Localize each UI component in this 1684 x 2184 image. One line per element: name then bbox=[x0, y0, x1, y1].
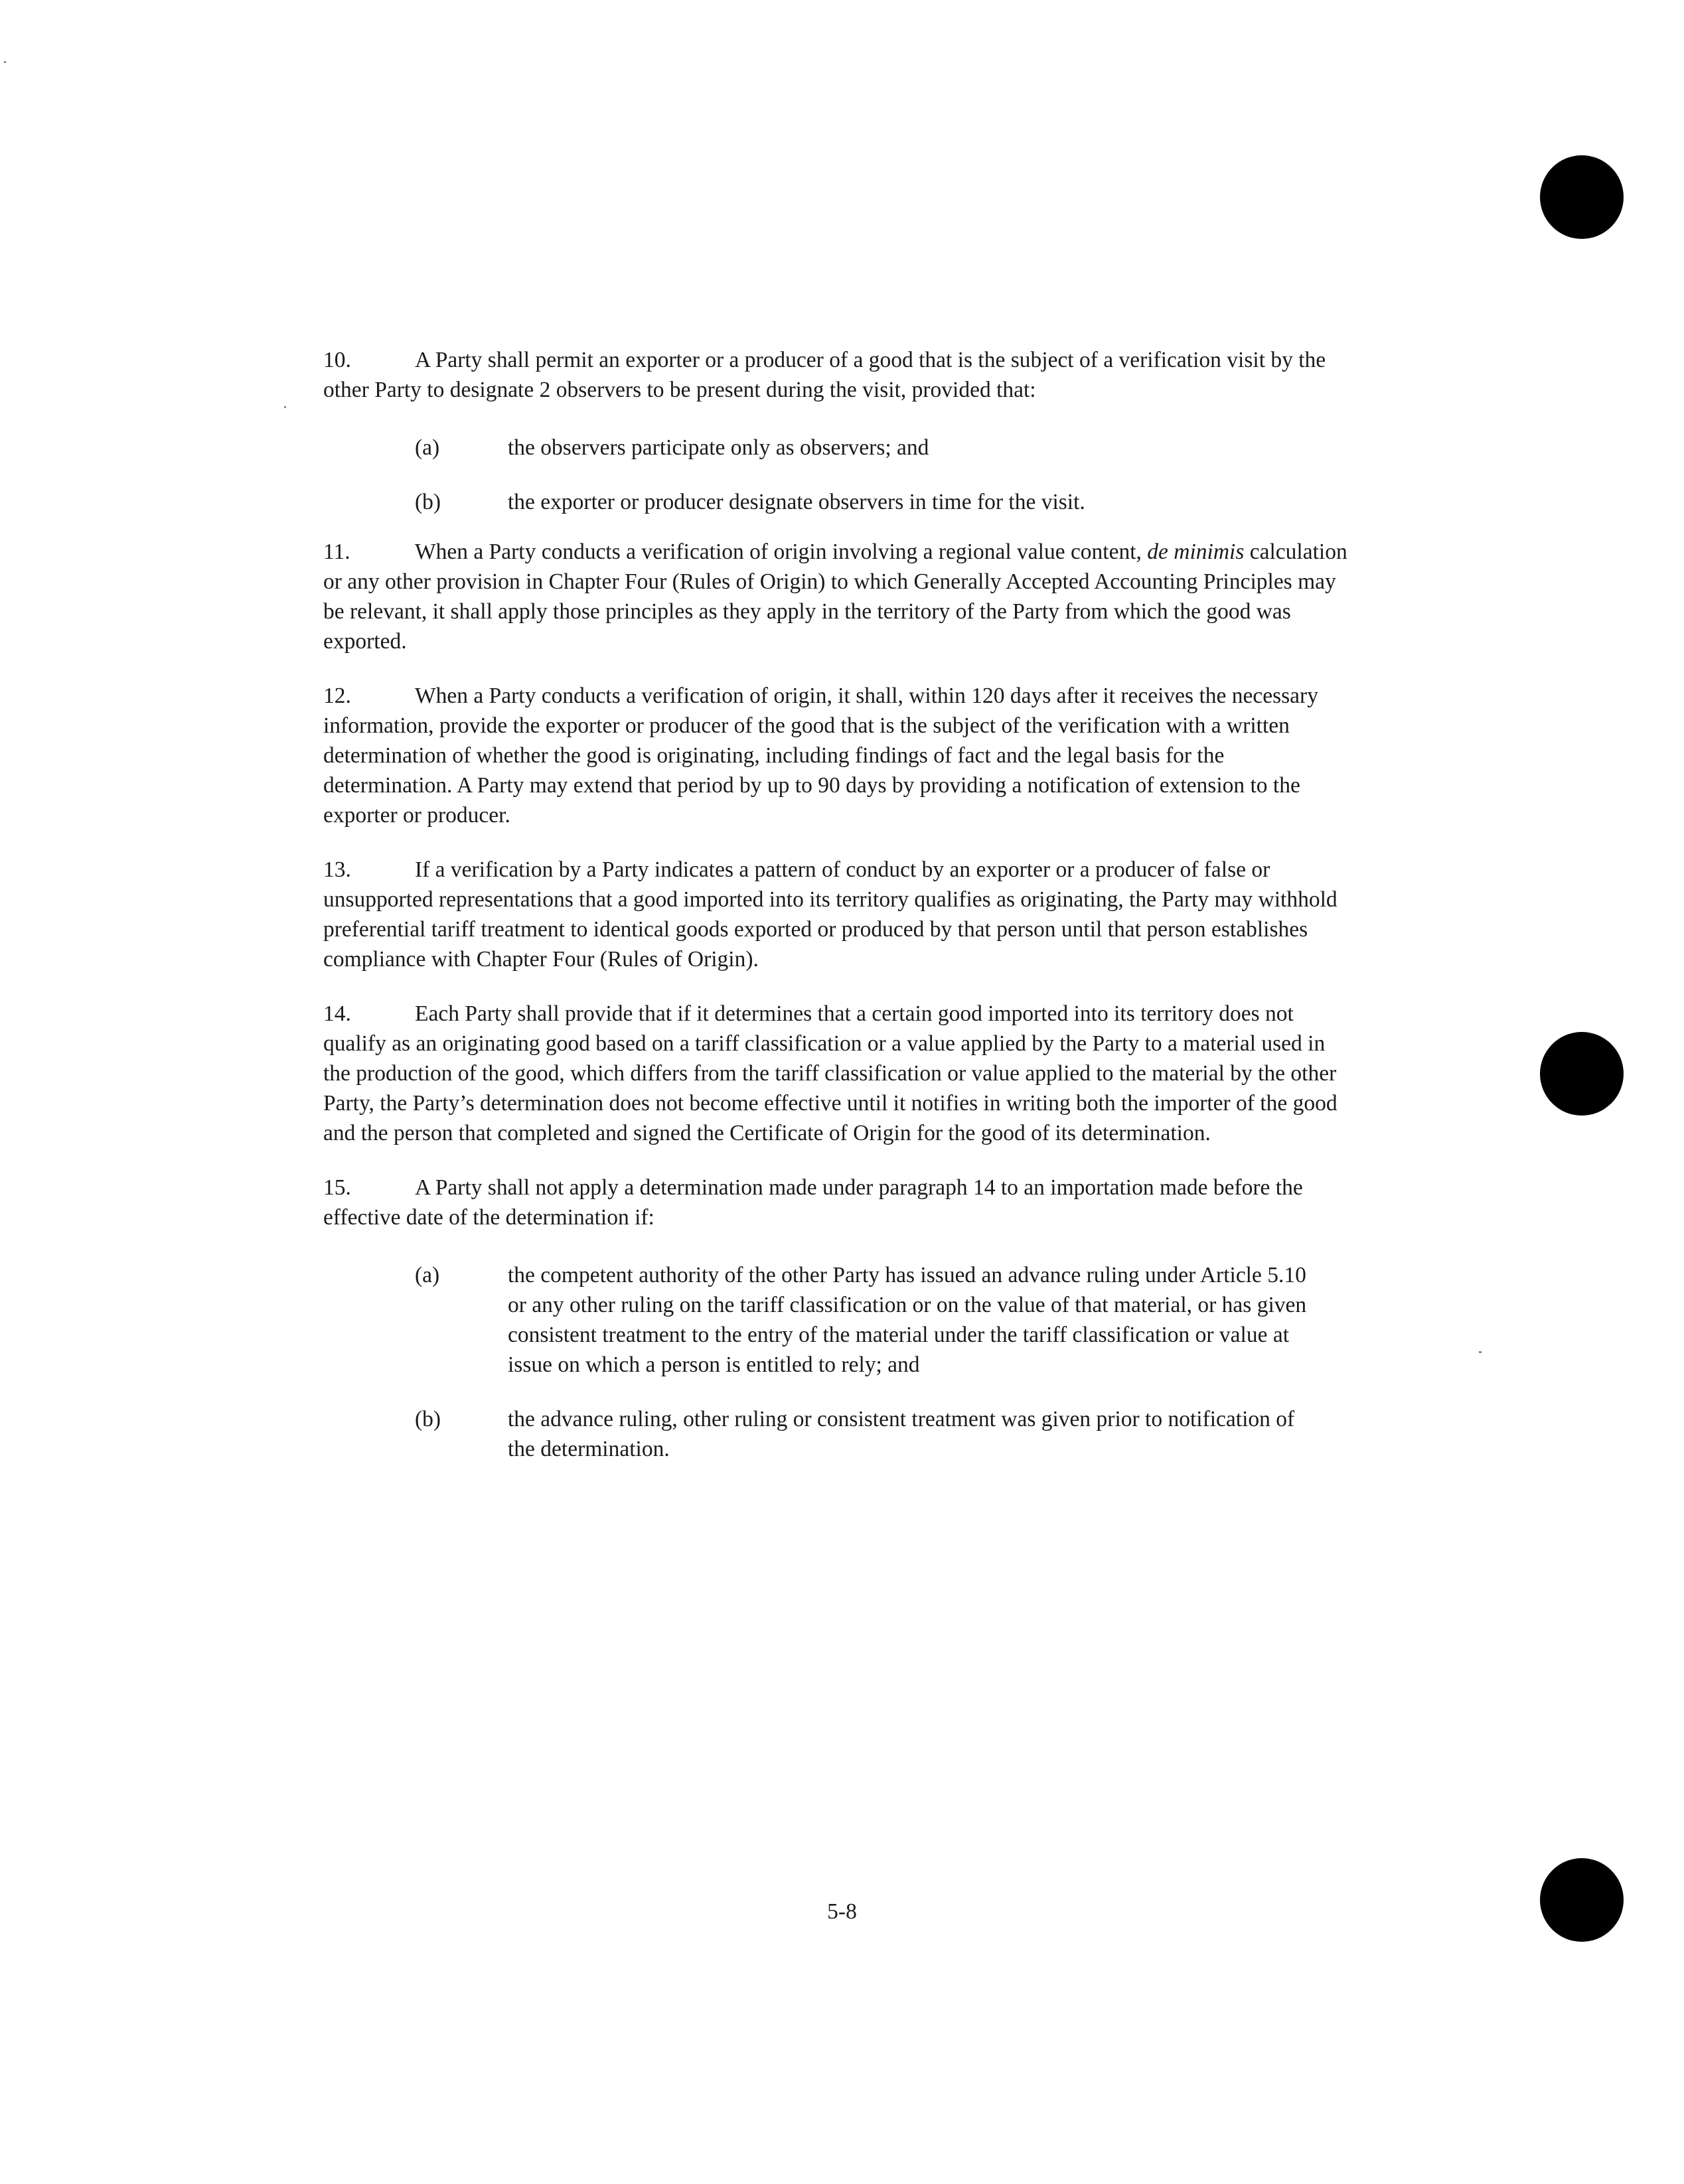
subparagraph-label: (a) bbox=[415, 435, 440, 460]
subparagraph-text: the competent authority of the other Party has issued an advance ruling under Article 5.10 or any other ruling on the tariff classification or on the value of that material, or has given consistent treatment to the entry of the material under the tariff classification or value at issue on which a person is entitled to rely; and bbox=[508, 1263, 1307, 1377]
paragraph-number: 11. bbox=[323, 540, 350, 564]
binder-hole-middle bbox=[1540, 1032, 1624, 1116]
paragraph-text: If a verification by a Party indicates a pattern of conduct by an exporter or a producer of false or unsupported representations that a good imported into its territory qualifies as originating, the Party may withhold preferential tariff treatment to identical goods exported or produced by that person until that person establishes compliance with Chapter Four (Rules of Origin). bbox=[323, 857, 1338, 972]
scan-speck bbox=[284, 406, 286, 408]
paragraph-number: 13. bbox=[323, 857, 351, 882]
subparagraph-text: the exporter or producer designate observers in time for the visit. bbox=[508, 490, 1085, 514]
subparagraph-10-a bbox=[323, 433, 1318, 463]
binder-hole-top bbox=[1540, 155, 1624, 239]
paragraph-number: 14. bbox=[323, 1001, 351, 1026]
document-body bbox=[323, 345, 1355, 1489]
paragraph-text: Each Party shall provide that if it determines that a certain good imported into its territory does not qualify as an originating good based on a tariff classification or a value applied by the Party to a material used in the production of the good, which differs from the tariff classification or value applied to the material by the other Party, the Party’s determination does not become effective until it notifies in writing both the importer of the good and the person that completed and signed the Certificate of Origin for the good of its determination. bbox=[323, 1001, 1338, 1145]
subparagraph-15-a bbox=[323, 1260, 1318, 1380]
paragraph-text: A Party shall permit an exporter or a producer of a good that is the subject of a verification visit by the other Party to designate 2 observers to be present during the visit, provided that: bbox=[323, 348, 1326, 402]
paragraph-text: calculation or any other provision in Chapter Four (Rules of Origin) to which Generally Accepted Accounting Principles may be relevant, it shall apply those principles as they apply in the territory of the Party from which the good was exported. bbox=[323, 540, 1347, 654]
subparagraph-text: the observers participate only as observers; and bbox=[508, 435, 929, 460]
scan-speck bbox=[1479, 1351, 1482, 1353]
paragraph-number: 12. bbox=[323, 684, 351, 708]
paragraph-text: When a Party conducts a verification of origin involving a regional value content, bbox=[415, 540, 1148, 564]
paragraph-15 bbox=[323, 1173, 1355, 1232]
paragraph-number: 10. bbox=[323, 348, 351, 372]
paragraph-14 bbox=[323, 999, 1355, 1148]
subparagraph-10-b bbox=[323, 487, 1318, 517]
subparagraph-text: the advance ruling, other ruling or consistent treatment was given prior to notification of the determination. bbox=[508, 1407, 1295, 1461]
paragraph-text: When a Party conducts a verification of origin, it shall, within 120 days after it receives the necessary information, provide the exporter or producer of the good that is the subject of the verification with a written determination of whether the good is originating, including findings of fact and the legal basis for the determination. A Party may extend that period by up to 90 days by providing a notification of extension to the exporter or producer. bbox=[323, 684, 1318, 828]
subparagraph-15-b bbox=[323, 1404, 1318, 1464]
paragraph-text: A Party shall not apply a determination made under paragraph 14 to an importation made before the effective date of the determination if: bbox=[323, 1175, 1303, 1230]
paragraph-11 bbox=[323, 537, 1355, 656]
subparagraph-label: (b) bbox=[415, 490, 441, 514]
paragraph-12 bbox=[323, 681, 1355, 830]
scan-speck bbox=[4, 61, 6, 63]
paragraph-italic-term: de minimis bbox=[1147, 540, 1245, 564]
page-number: 5-8 bbox=[827, 1899, 857, 1924]
subparagraph-label: (b) bbox=[415, 1407, 441, 1431]
paragraph-10 bbox=[323, 345, 1355, 405]
subparagraph-label: (a) bbox=[415, 1263, 440, 1287]
paragraph-13 bbox=[323, 855, 1355, 974]
paragraph-number: 15. bbox=[323, 1175, 351, 1200]
